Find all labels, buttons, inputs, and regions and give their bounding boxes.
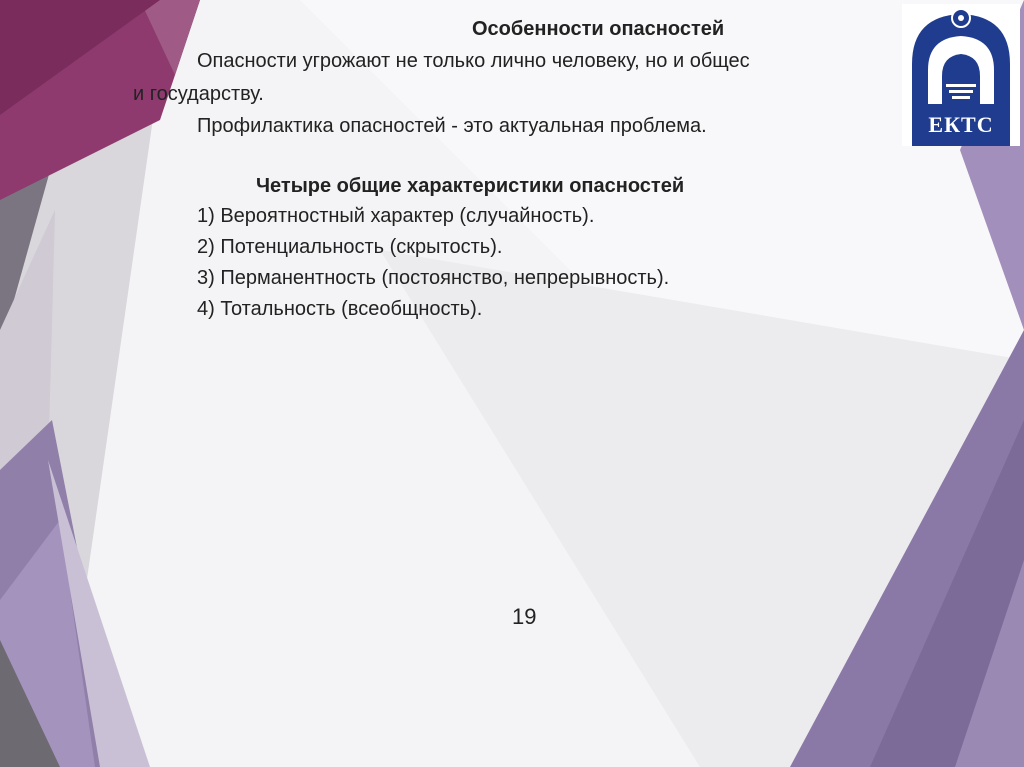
slide-title: Особенности опасностей bbox=[472, 18, 725, 40]
page-number: 19 bbox=[512, 604, 537, 629]
list-item: 1) Вероятностный характер (случайность). bbox=[197, 205, 595, 227]
paragraph-line-2: и государству. bbox=[133, 83, 264, 105]
list-item: 3) Перманентность (постоянство, непрерывность). bbox=[197, 267, 670, 289]
section-subtitle: Четыре общие характеристики опасностей bbox=[256, 175, 685, 197]
paragraph-line-3: Профилактика опасностей - это актуальная проблема. bbox=[197, 115, 707, 137]
list-item: 4) Тотальность (всеобщность). bbox=[197, 298, 483, 320]
list-item: 2) Потенциальность (скрытость). bbox=[197, 236, 503, 258]
paragraph-line-1: Опасности угрожают не только лично человеку, но и общес bbox=[197, 50, 750, 72]
logo bbox=[902, 4, 1020, 146]
logo-text: ЕКТС bbox=[928, 112, 994, 137]
